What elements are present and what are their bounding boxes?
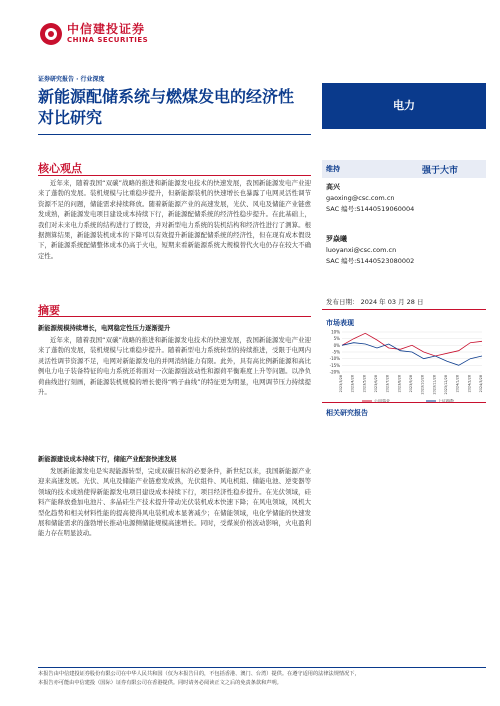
report-title: 新能源配储系统与燃煤发电的经济性对比研究 [38, 87, 295, 127]
sector-label: 电力 [393, 99, 415, 112]
rating-band [322, 160, 486, 178]
series-line-1 [342, 333, 482, 356]
analyst-sac: SAC 编号:S1440519060004 [326, 205, 415, 213]
x-tick-label: 2024/3/28 [479, 375, 483, 393]
core-view-divider [38, 175, 311, 176]
analyst-email[interactable]: gaoxing@csc.com.cn [326, 194, 395, 202]
publish-date: 发布日期： 2024 年 03 月 28 日 [326, 298, 424, 306]
legend-label: 上证指数 [438, 398, 454, 404]
footer-line-1: 本报告由中信建投证券股份有限公司在中华人民共和国（仅为本报告目的，不包括香港、澳门、台湾）提供。在遵守适用的法律法规情况下， [38, 671, 360, 677]
x-tick-label: 2023/4/28 [350, 375, 355, 393]
x-tick-label: 2023/5/28 [362, 375, 367, 393]
core-view-title: 核心观点 [38, 162, 82, 175]
abstract-paragraph-2: 发展新能源发电是实现能源转型，完成双碳目标的必要条件，新世纪以来，我国新能源产业迎来高速发展。光伏、风电及储能产业链愈发成熟，光伏组件、风电机组、储能电池、逆变器等领域的技术成熟使得新能源发电项目建设成本持续下行，项目经济性稳步提升。在光伏领域，硅料产能释放叠加电池片、多晶硅生产技术提升带动光伏装机成本快速下降；在风电领域，风机大型化趋势和相关材料性能的提高使得风电装机成本显著减少；在储能领域，电化学储能的快速发展和储能需求的蓬勃增长推动电源侧储能规模高速增长。同时，受煤炭价格波动影响，火电盈利能力存在明显波动。 [38, 467, 311, 538]
y-tick-label: -20% [329, 369, 340, 375]
abstract-subhead-2: 新能源建设成本持续下行，储能产业配套快速发展 [38, 456, 177, 463]
series-line-2 [342, 343, 482, 366]
company-logo [40, 22, 148, 45]
x-tick-label: 2023/11/28 [432, 375, 437, 395]
analyst-name: 高兴 [326, 183, 340, 191]
rating-value: 强于大市 [422, 166, 459, 176]
report-category: 证券研究报告 · 行业深度 [38, 76, 105, 83]
x-tick-label: 2024/2/28 [467, 375, 472, 393]
logo-cn: 中信建投证券 [67, 22, 146, 36]
y-tick-label: 0% [333, 342, 340, 348]
footer-line-2: 本报告亦可能由中信建投（国际）证券有限公司在香港提供。同时请务必阅读正文之后的免责条款和声明。 [38, 680, 282, 686]
related-divider [322, 402, 486, 403]
core-view-text: 近年来，随着我国“双碳”战略的推进和新能源发电技术的快速发展，我国新能源发电产业迎来了蓬勃的发展。装机规模与比重稳步提升，但新能源装机的快速增长也暴露了电网灵活性调节资源不足的问题，储能需求持续释放。随着新能源产业的高速发展，光伏、风电及储能产业链愈发成熟，新能源发电项目建设成本持续下行，新能源配储系统的经济性稳步提升。在此基础上，我们对未来电力系统的结构进行了假设，并对新型电力系统的装机结构和经济性进行了测算。根据测算结果，新能源装机成本的下降可以有效提升新能源配储系统的经济性，但在现有成本假设下，新能源系统配储整体成本仍高于火电，短期来看新能源系统大规模替代火电仍存在较大不确定性。 [38, 179, 311, 260]
footer-disclaimer [38, 670, 486, 688]
analyst-name: 罗焱曦 [326, 235, 347, 243]
date-divider [322, 309, 486, 310]
y-tick-label: 10% [331, 329, 340, 335]
logo-icon [40, 23, 62, 45]
analyst-email[interactable]: luoyanxi@csc.com.cn [326, 246, 397, 254]
title-divider [38, 134, 311, 135]
y-tick-label: -5% [332, 349, 340, 355]
legend-label: 公用事业 [374, 398, 390, 404]
x-tick-label: 2023/7/28 [385, 375, 390, 393]
abstract-divider [38, 316, 311, 317]
logo-en: CHINA SECURITIES [67, 36, 149, 44]
abstract-title: 摘要 [38, 304, 60, 317]
footer-divider [38, 667, 486, 668]
x-tick-label: 2023/9/28 [409, 375, 413, 393]
y-tick-label: -15% [329, 362, 340, 368]
x-tick-label: 2023/10/28 [420, 375, 425, 395]
abstract-subhead-1: 新能源规模持续增长，电网稳定性压力逐渐提升 [38, 325, 171, 332]
abstract-paragraph-1: 近年来，随着我国“双碳”战略的推进和新能源发电技术的快速发展，我国新能源发电产业迎来了蓬勃的发展，装机规模与比重稳步提升。随着新型电力系统转型的持续推进，受限于电网内灵活性调节资源不足，电网对新能源发电的并网消纳能力有限。此外，具有高比例新能源和高比例电力电子装备特征的电力系统还将面对一次能源强波动性和源荷平衡难度上升等问题。以净负荷曲线进行刻画，新能源装机规模的增长使得“鸭子曲线”的特征更为明显，电网调节压力持续提升。 [38, 336, 311, 397]
analyst-1 [326, 182, 414, 215]
analyst-2 [326, 234, 414, 267]
analyst-sac: SAC 编号:S1440523080002 [326, 257, 415, 265]
x-tick-label: 2023/12/28 [444, 375, 448, 395]
related-reports-title: 相关研究报告 [326, 409, 368, 417]
x-tick-label: 2023/3/28 [339, 375, 343, 393]
x-tick-label: 2024/1/28 [455, 375, 460, 393]
x-tick-label: 2023/8/28 [397, 375, 402, 393]
market-performance-title: 市场表现 [326, 319, 354, 327]
rating-label: 维持 [326, 165, 340, 173]
y-tick-label: 5% [333, 336, 340, 342]
y-tick-label: -10% [329, 356, 340, 362]
sector-box [322, 83, 486, 129]
market-performance-chart [322, 328, 486, 404]
x-tick-label: 2023/6/28 [374, 375, 378, 393]
